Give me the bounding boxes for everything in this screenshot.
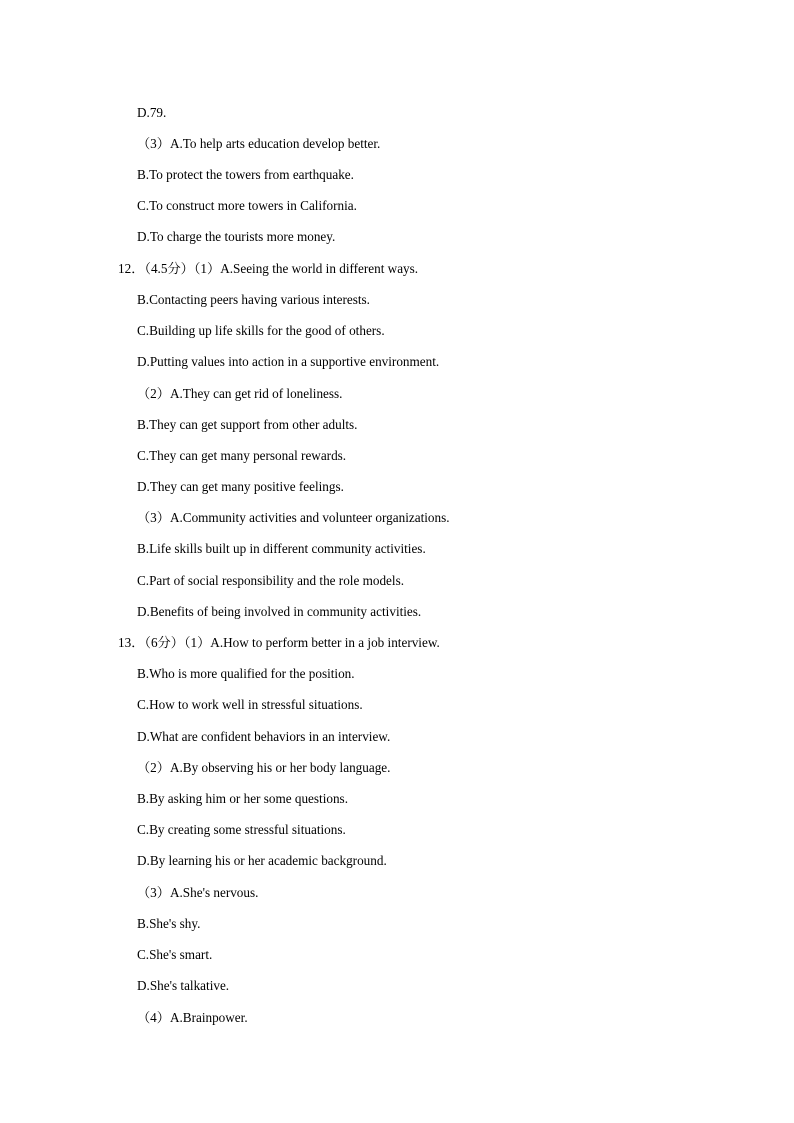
option-line: D.Putting values into action in a supportive environment. — [137, 354, 440, 369]
option-line: D.By learning his or her academic background. — [137, 853, 387, 868]
option-line: D.They can get many positive feelings. — [137, 479, 344, 494]
sub-question-line: （3）A.She's nervous. — [137, 885, 259, 900]
question-line: 13．（6分）（1）A.How to perform better in a job interview. — [118, 635, 440, 650]
option-line: B.She's shy. — [137, 916, 201, 931]
sub-question-line: （2）A.They can get rid of loneliness. — [137, 386, 343, 401]
option-line: B.Who is more qualified for the position. — [137, 666, 355, 681]
option-line: C.Building up life skills for the good of others. — [137, 323, 385, 338]
option-line: D.Benefits of being involved in community activities. — [137, 604, 422, 619]
question-line: 12．（4.5分）（1）A.Seeing the world in different ways. — [118, 261, 419, 276]
option-line: C.Part of social responsibility and the role models. — [137, 573, 405, 588]
option-line: C.To construct more towers in California. — [137, 198, 357, 213]
option-line: B.To protect the towers from earthquake. — [137, 167, 354, 182]
option-line: B.By asking him or her some questions. — [137, 791, 348, 806]
sub-question-line: （2）A.By observing his or her body language. — [137, 760, 391, 775]
sub-question-line: （3）A.Community activities and volunteer organizations. — [137, 510, 450, 525]
option-line: D.She's talkative. — [137, 978, 230, 993]
option-line: B.They can get support from other adults. — [137, 417, 358, 432]
option-line: C.By creating some stressful situations. — [137, 822, 346, 837]
option-line: C.They can get many personal rewards. — [137, 448, 347, 463]
sub-question-line: （4）A.Brainpower. — [137, 1010, 248, 1025]
option-line: C.She's smart. — [137, 947, 213, 962]
option-line: B.Contacting peers having various interests. — [137, 292, 370, 307]
option-line: D.79. — [137, 105, 167, 120]
option-line: C.How to work well in stressful situations. — [137, 697, 363, 712]
option-line: D.What are confident behaviors in an interview. — [137, 729, 391, 744]
option-line: D.To charge the tourists more money. — [137, 229, 336, 244]
option-line: B.Life skills built up in different community activities. — [137, 541, 426, 556]
sub-question-line: （3）A.To help arts education develop better. — [137, 136, 381, 151]
